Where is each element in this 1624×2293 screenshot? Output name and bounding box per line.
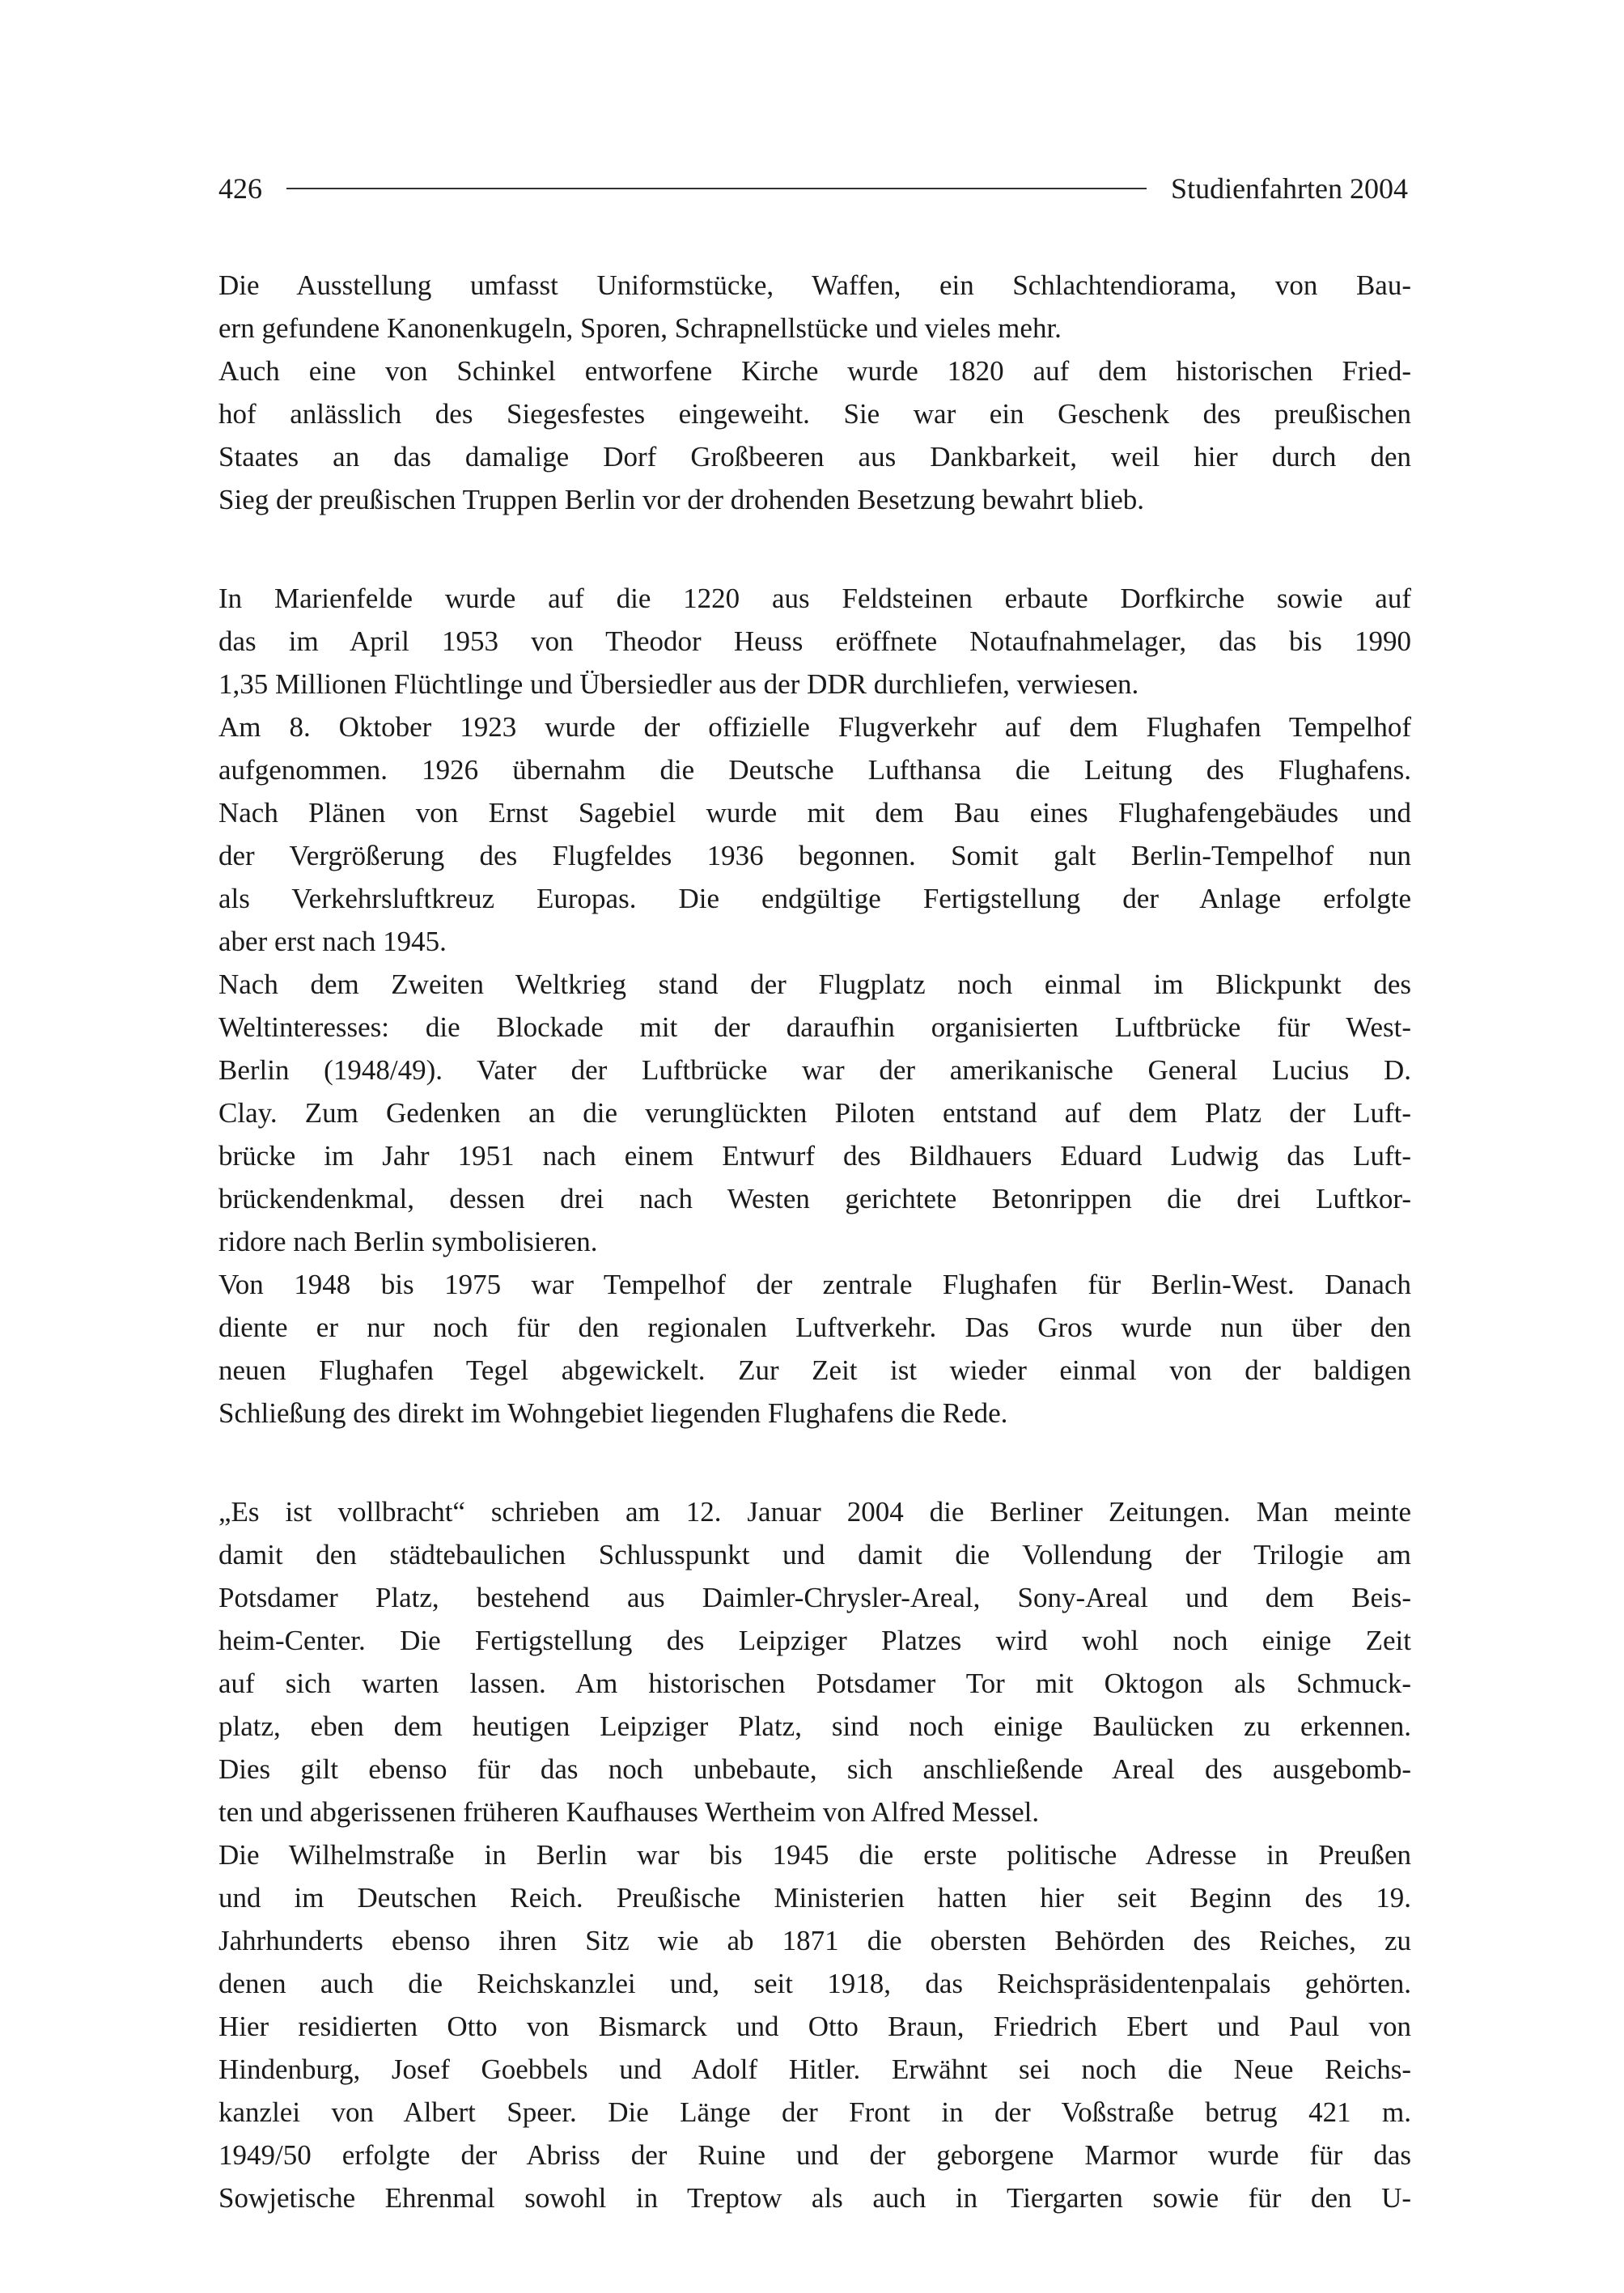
text-line: aber erst nach 1945.: [218, 926, 447, 957]
paragraph: [218, 706, 1411, 963]
paragraph: [218, 264, 1411, 350]
paragraph: [218, 350, 1411, 521]
text-line: auf sich warten lassen. Am historischen Potsdamer Tor mit Oktogon als Schmuck-: [218, 1668, 1411, 1699]
text-line: Hier residierten Otto von Bismarck und Otto Braun, Friedrich Ebert und Paul von: [218, 2011, 1411, 2042]
paragraph: [218, 963, 1411, 1263]
text-line: 1949/50 erfolgte der Abriss der Ruine und der geborgene Marmor wurde für das: [218, 2139, 1411, 2171]
text-line: Sieg der preußischen Truppen Berlin vor der drohenden Besetzung bewahrt blieb.: [218, 484, 1145, 515]
text-line: Am 8. Oktober 1923 wurde der offizielle Flugverkehr auf dem Flughafen Tempelhof: [218, 711, 1411, 743]
text-line: Jahrhunderts ebenso ihren Sitz wie ab 1871 die obersten Behörden des Reiches, zu: [218, 1925, 1411, 1956]
text-line: kanzlei von Albert Speer. Die Länge der Front in der Voßstraße betrug 421 m.: [218, 2096, 1411, 2128]
text-line: und im Deutschen Reich. Preußische Ministerien hatten hier seit Beginn des 19.: [218, 1882, 1411, 1914]
text-line: neuen Flughafen Tegel abgewickelt. Zur Zeit ist wieder einmal von der baldigen: [218, 1354, 1411, 1386]
paragraph: [218, 1833, 1411, 2219]
text-line: Sowjetische Ehrenmal sowohl in Treptow als auch in Tiergarten sowie für den U-: [218, 2182, 1411, 2214]
text-line: hof anlässlich des Siegesfestes eingeweiht. Sie war ein Geschenk des preußischen: [218, 398, 1411, 430]
body-text: [218, 264, 1411, 2219]
text-line: der Vergrößerung des Flugfeldes 1936 begonnen. Somit galt Berlin-Tempelhof nun: [218, 840, 1411, 871]
section-gap: [218, 521, 1411, 577]
running-head: [218, 168, 1408, 209]
text-line: Potsdamer Platz, bestehend aus Daimler-Chrysler-Areal, Sony-Areal und dem Beis-: [218, 1582, 1411, 1613]
text-line: diente er nur noch für den regionalen Luftverkehr. Das Gros wurde nun über den: [218, 1312, 1411, 1343]
section-gap: [218, 1435, 1411, 1490]
text-line: Berlin (1948/49). Vater der Luftbrücke war der amerikanische General Lucius D.: [218, 1054, 1411, 1086]
page-number: 426: [218, 172, 262, 205]
text-line: „Es ist vollbracht“ schrieben am 12. Januar 2004 die Berliner Zeitungen. Man meinte: [218, 1496, 1411, 1528]
text-line: als Verkehrsluftkreuz Europas. Die endgültige Fertigstellung der Anlage erfolgte: [218, 883, 1411, 914]
text-line: ridore nach Berlin symbolisieren.: [218, 1226, 598, 1257]
text-line: 1,35 Millionen Flüchtlinge und Übersiedler aus der DDR durchliefen, verwiesen.: [218, 668, 1139, 700]
text-line: Clay. Zum Gedenken an die verunglückten Piloten entstand auf dem Platz der Luft-: [218, 1097, 1411, 1129]
text-line: Die Wilhelmstraße in Berlin war bis 1945 die erste politische Adresse in Preußen: [218, 1839, 1411, 1871]
text-line: Von 1948 bis 1975 war Tempelhof der zentrale Flughafen für Berlin-West. Danach: [218, 1269, 1411, 1300]
text-line: denen auch die Reichskanzlei und, seit 1918, das Reichspräsidentenpalais gehörten.: [218, 1968, 1411, 1999]
text-line: Staates an das damalige Dorf Großbeeren aus Dankbarkeit, weil hier durch den: [218, 441, 1411, 473]
text-line: platz, eben dem heutigen Leipziger Platz, sind noch einige Baulücken zu erkennen.: [218, 1710, 1411, 1742]
text-line: ern gefundene Kanonenkugeln, Sporen, Schrapnellstücke und vieles mehr.: [218, 312, 1062, 344]
text-line: damit den städtebaulichen Schlusspunkt und damit die Vollendung der Trilogie am: [218, 1539, 1411, 1570]
text-line: brückendenkmal, dessen drei nach Westen gerichtete Betonrippen die drei Luftkor-: [218, 1183, 1411, 1214]
paragraph: [218, 1263, 1411, 1435]
text-line: Die Ausstellung umfasst Uniformstücke, Waffen, ein Schlachtendiorama, von Bau-: [218, 269, 1411, 301]
text-line: Dies gilt ebenso für das noch unbebaute, sich anschließende Areal des ausgebomb-: [218, 1753, 1411, 1785]
paragraph: [218, 1490, 1411, 1833]
running-title: Studienfahrten 2004: [1171, 172, 1408, 205]
text-line: Auch eine von Schinkel entworfene Kirche wurde 1820 auf dem historischen Fried-: [218, 355, 1411, 387]
text-line: Nach Plänen von Ernst Sagebiel wurde mit dem Bau eines Flughafengebäudes und: [218, 797, 1411, 829]
text-line: heim-Center. Die Fertigstellung des Leipziger Platzes wird wohl noch einige Zeit: [218, 1625, 1411, 1656]
text-line: In Marienfelde wurde auf die 1220 aus Feldsteinen erbaute Dorfkirche sowie auf: [218, 583, 1411, 614]
paragraph: [218, 577, 1411, 706]
text-line: ten und abgerissenen früheren Kaufhauses Wertheim von Alfred Messel.: [218, 1796, 1040, 1828]
text-line: Weltinteresses: die Blockade mit der daraufhin organisierten Luftbrücke für West-: [218, 1011, 1411, 1043]
text-line: Hindenburg, Josef Goebbels und Adolf Hitler. Erwähnt sei noch die Neue Reichs-: [218, 2054, 1411, 2085]
text-line: brücke im Jahr 1951 nach einem Entwurf des Bildhauers Eduard Ludwig das Luft-: [218, 1140, 1411, 1172]
header-rule: [286, 188, 1147, 189]
text-line: Schließung des direkt im Wohngebiet liegenden Flughafens die Rede.: [218, 1397, 1008, 1429]
text-line: aufgenommen. 1926 übernahm die Deutsche Lufthansa die Leitung des Flughafens.: [218, 754, 1411, 786]
text-line: das im April 1953 von Theodor Heuss eröffnete Notaufnahmelager, das bis 1990: [218, 625, 1411, 657]
text-line: Nach dem Zweiten Weltkrieg stand der Flugplatz noch einmal im Blickpunkt des: [218, 968, 1411, 1000]
